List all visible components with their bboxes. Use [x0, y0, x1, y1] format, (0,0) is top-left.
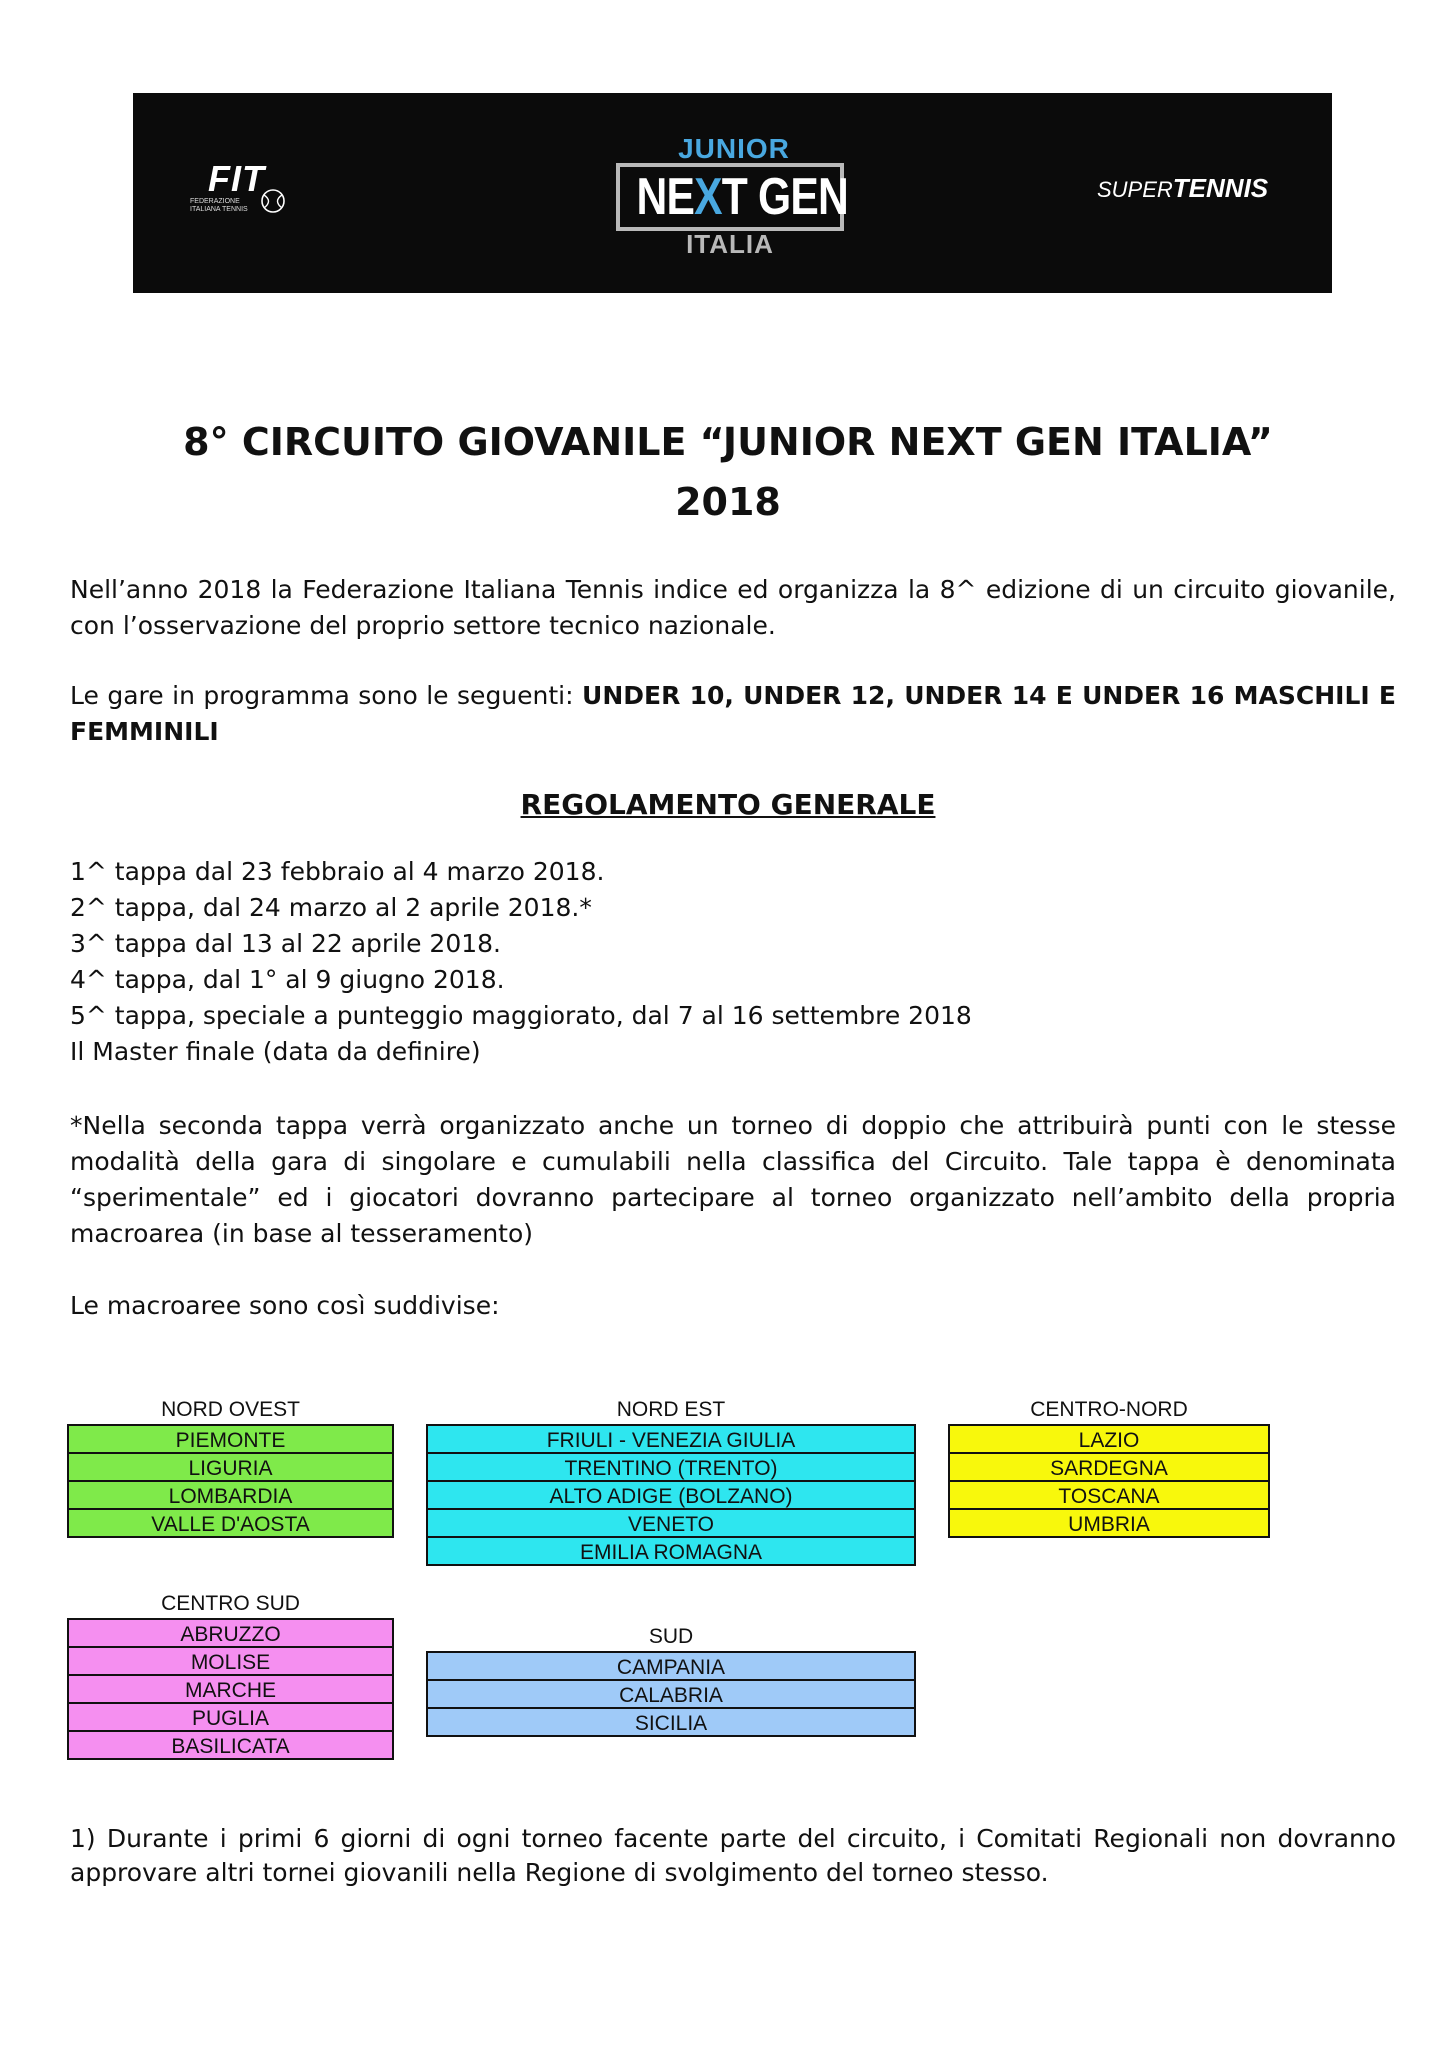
region-title: NORD OVEST — [161, 1398, 300, 1421]
region-cell: BASILICATA — [67, 1730, 394, 1760]
logo-italia-text: ITALIA — [686, 229, 774, 259]
region-cell: TOSCANA — [948, 1480, 1270, 1510]
stage-item: 5^ tappa, speciale a punteggio maggiorato, dal 7 al 16 settembre 2018 — [70, 1001, 972, 1030]
region-cell: PIEMONTE — [67, 1424, 394, 1454]
region-cell: MOLISE — [67, 1646, 394, 1676]
region-cell: ALTO ADIGE (BOLZANO) — [426, 1480, 916, 1510]
supertennis-logo — [1097, 173, 1287, 213]
region-cell: LAZIO — [948, 1424, 1270, 1454]
region-cell: CALABRIA — [426, 1679, 916, 1709]
region-cell: PUGLIA — [67, 1702, 394, 1732]
region-cell: LOMBARDIA — [67, 1480, 394, 1510]
competitions-list: UNDER 10, UNDER 12, UNDER 14 E UNDER 16 MASCHILI E FEMMINILI — [70, 681, 1397, 746]
competitions-prefix: Le gare in programma sono le seguenti: — [70, 681, 583, 710]
stage-item: 2^ tappa, dal 24 marzo al 2 aprile 2018.* — [70, 893, 592, 922]
fit-logo-text: FIT — [208, 158, 265, 199]
logo-x: X — [694, 168, 722, 226]
supertennis-super: SUPER — [1097, 177, 1173, 202]
region-cell: VALLE D'AOSTA — [67, 1508, 394, 1538]
junior-next-gen-logo — [616, 133, 852, 258]
region-title: SUD — [648, 1625, 694, 1648]
stage-item: Il Master finale (data da definire) — [70, 1037, 481, 1066]
region-cell: SICILIA — [426, 1707, 916, 1737]
stage-item: 4^ tappa, dal 1° al 9 giugno 2018. — [70, 965, 505, 994]
region-title: CENTRO SUD — [161, 1592, 300, 1615]
stage-item: 3^ tappa dal 13 al 22 aprile 2018. — [70, 929, 501, 958]
fit-logo-subtext: FEDERAZIONE ITALIANA TENNIS — [190, 198, 248, 213]
region-cell: EMILIA ROMAGNA — [426, 1536, 916, 1566]
tennis-ball-icon — [258, 186, 288, 216]
note-paragraph: *Nella seconda tappa verrà organizzato anche un torneo di doppio che attribuirà punti con le stesse modalità della gara di singolare e cumulabili nella classifica del Circuito. Tale tappa è denominata “sperimentale” ed i giocatori dovranno partecipare al torneo organizzato nell’ambito della propria macroarea (in base al tesseramento) — [70, 1111, 1396, 1248]
logo-next-gen-text — [636, 167, 848, 227]
region-cell: TRENTINO (TRENTO) — [426, 1452, 916, 1482]
region-nord-ovest — [67, 1394, 394, 1538]
stage-item: 1^ tappa dal 23 febbraio al 4 marzo 2018. — [70, 857, 605, 886]
document-title: 8° CIRCUITO GIOVANILE “JUNIOR NEXT GEN ITALIA” — [183, 420, 1273, 464]
logo-junior-text: JUNIOR — [678, 133, 790, 164]
competitions-paragraph — [70, 678, 1396, 750]
region-cell: ABRUZZO — [67, 1618, 394, 1648]
region-nord-est — [426, 1394, 916, 1566]
region-centro-sud — [67, 1588, 394, 1760]
logo-t-gen: T GEN — [721, 168, 848, 226]
rule-1-paragraph: 1) Durante i primi 6 giorni di ogni torneo facente parte del circuito, i Comitati Regionali non dovranno approvare altri tornei giovanili nella Regione di svolgimento del torneo stesso. — [70, 1824, 1396, 1887]
supertennis-tennis: TENNIS — [1172, 173, 1269, 203]
region-cell: VENETO — [426, 1508, 916, 1538]
region-title: NORD EST — [616, 1398, 726, 1421]
region-sud — [426, 1621, 916, 1737]
header-banner — [133, 93, 1332, 293]
region-cell: SARDEGNA — [948, 1452, 1270, 1482]
intro-paragraph: Nell’anno 2018 la Federazione Italiana Tennis indice ed organizza la 8^ edizione di un circuito giovanile, con l’osservazione del proprio settore tecnico nazionale. — [70, 575, 1396, 640]
fit-logo — [188, 158, 308, 228]
region-cell: FRIULI - VENEZIA GIULIA — [426, 1424, 916, 1454]
region-cell: UMBRIA — [948, 1508, 1270, 1538]
stages-list — [70, 854, 1070, 1070]
region-cell: MARCHE — [67, 1674, 394, 1704]
region-centro-nord — [948, 1394, 1270, 1538]
section-heading: REGOLAMENTO GENERALE — [520, 788, 936, 821]
region-cell: CAMPANIA — [426, 1651, 916, 1681]
logo-ne: NE — [636, 168, 695, 226]
macroaree-intro: Le macroaree sono così suddivise: — [70, 1291, 500, 1320]
region-title: CENTRO-NORD — [1030, 1398, 1188, 1421]
region-cell: LIGURIA — [67, 1452, 394, 1482]
document-year: 2018 — [675, 480, 781, 524]
